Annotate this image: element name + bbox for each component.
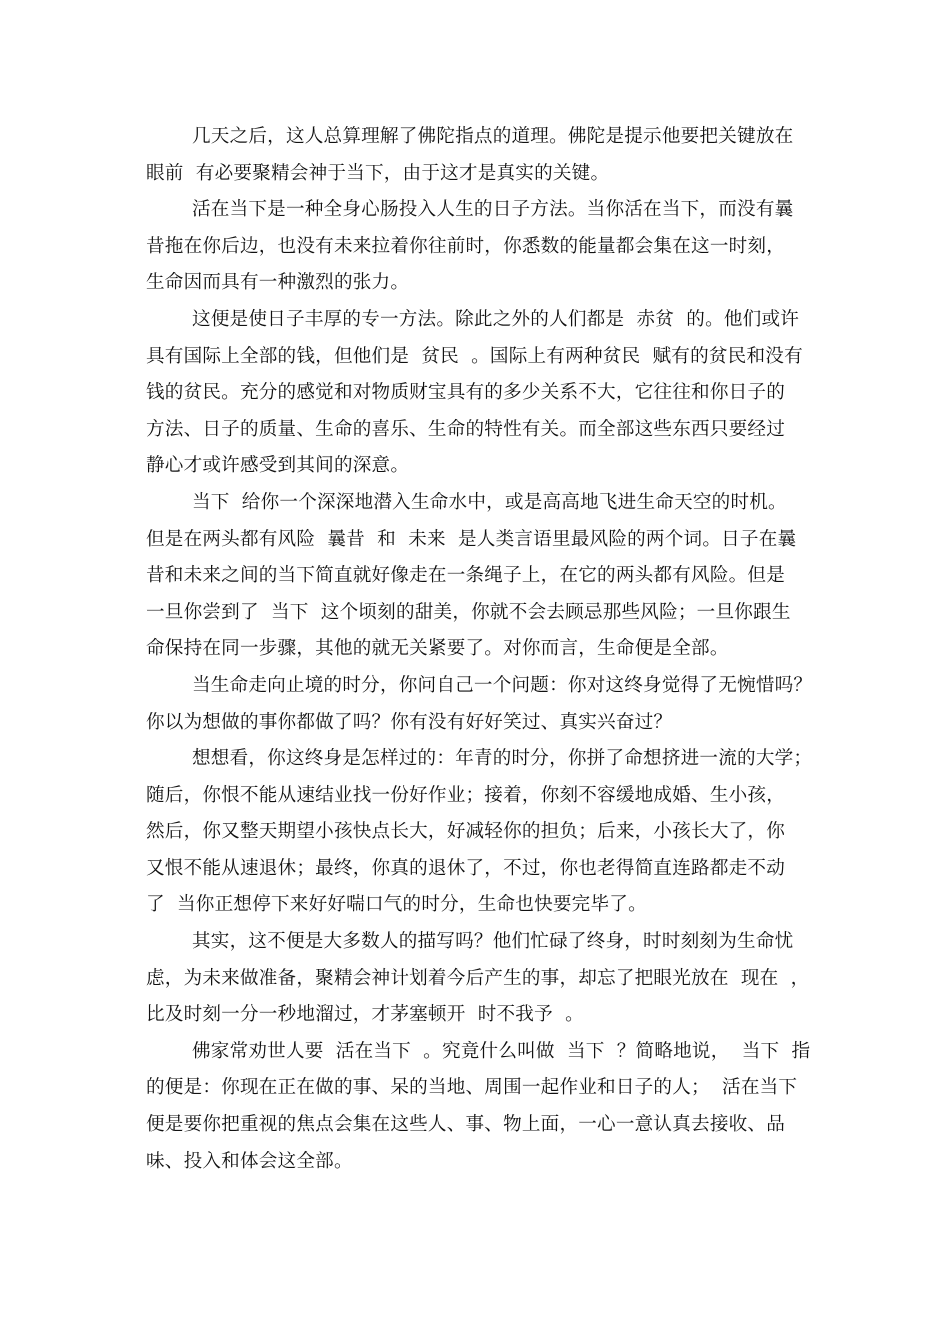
- text-line: 一旦你尝到了 当下 这个顷刻的甜美，你就不会去顾忌那些风险；一旦你跟生: [146, 601, 791, 623]
- text-line: 便是要你把重视的焦点会集在这些人、事、物上面，一心一意认真去接收、品: [146, 1114, 785, 1136]
- text-line: 当生命走向止境的时分，你问自己一个问题：你对这终身觉得了无惋惜吗？: [192, 674, 813, 696]
- text-line: 佛家常劝世人要 活在当下 。究竟什么叫做 当下 ？简略地说， 当下 指: [192, 1040, 811, 1062]
- text-line: 眼前 有必要聚精会神于当下，由于这才是真实的关键。: [146, 162, 610, 184]
- text-line: 活在当下是一种全身心肠投入人生的日子方法。当你活在当下，而没有曩: [192, 199, 794, 221]
- text-line: 昔和未来之间的当下简直就好像走在一条绳子上，在它的两头都有风险。但是: [146, 565, 785, 587]
- text-line: 味、投入和体会这全部。: [146, 1150, 353, 1172]
- text-line: 随后，你恨不能从速结业找一份好作业；接着，你刻不容缓地成婚、生小孩，: [146, 784, 785, 806]
- text-line: 命保持在同一步骤，其他的就无关紧要了。对你而言，生命便是全部。: [146, 638, 729, 660]
- paragraph-2: [146, 192, 811, 302]
- text-line: 这便是使日子丰厚的专一方法。除此之外的人们都是 赤贫 的。他们或许: [192, 308, 800, 330]
- paragraph-8: [146, 1034, 811, 1180]
- text-line: 具有国际上全部的钱，但他们是 贫民 。国际上有两种贫民 赋有的贫民和没有: [146, 345, 803, 367]
- text-line: 的便是：你现在正在做的事、呆的当地、周围一起作业和日子的人； 活在当下: [146, 1077, 798, 1099]
- text-line: 其实，这不便是大多数人的描写吗？他们忙碌了终身，时时刻刻为生命忧: [192, 931, 794, 953]
- paragraph-5: [146, 668, 811, 741]
- text-line: 静心才或许感受到其间的深意。: [146, 455, 410, 477]
- text-line: 方法、日子的质量、生命的喜乐、生命的特性有关。而全部这些东西只要经过: [146, 418, 785, 440]
- text-line: 生命因而具有一种激烈的张力。: [146, 272, 410, 294]
- paragraph-6: [146, 741, 811, 924]
- text-line: 你以为想做的事你都做了吗？你有没有好好笑过、真实兴奋过？: [146, 711, 673, 733]
- document-body: [146, 119, 811, 1180]
- text-line: 比及时刻一分一秒地溜过，才茅塞顿开 时不我予 。: [146, 1004, 584, 1026]
- text-line: 然后，你又整天期望小孩快点长大，好减轻你的担负；后来，小孩长大了，你: [146, 821, 785, 843]
- paragraph-3: [146, 302, 811, 485]
- text-line: 但是在两头都有风险 曩昔 和 未来 是人类言语里最风险的两个词。日子在曩: [146, 528, 797, 550]
- text-line: 钱的贫民。充分的感觉和对物质财宝具有的多少关系不大，它往往和你日子的: [146, 382, 785, 404]
- text-line: 昔拖在你后边，也没有未来拉着你往前时，你悉数的能量都会集在这一时刻，: [146, 235, 785, 257]
- text-line: 几天之后，这人总算理解了佛陀指点的道理。佛陀是提示他要把关键放在: [192, 126, 794, 147]
- text-line: 了 当你正想停下来好好喘口气的时分，生命也快要完毕了。: [146, 894, 647, 916]
- paragraph-1: [146, 119, 811, 192]
- paragraph-7: [146, 924, 811, 1034]
- text-line: 虑，为未来做准备，聚精会神计划着今后产生的事，却忘了把眼光放在 现在 ，: [146, 967, 810, 989]
- text-line: 想想看，你这终身是怎样过的：年青的时分，你拼了命想挤进一流的大学；: [192, 748, 813, 770]
- text-line: 又恨不能从速退休；最终，你真的退休了，不过，你也老得简直连路都走不动: [146, 857, 785, 879]
- paragraph-4: [146, 485, 811, 668]
- text-line: 当下 给你一个深深地潜入生命水中，或是高高地飞进生命天空的时机。: [192, 491, 787, 513]
